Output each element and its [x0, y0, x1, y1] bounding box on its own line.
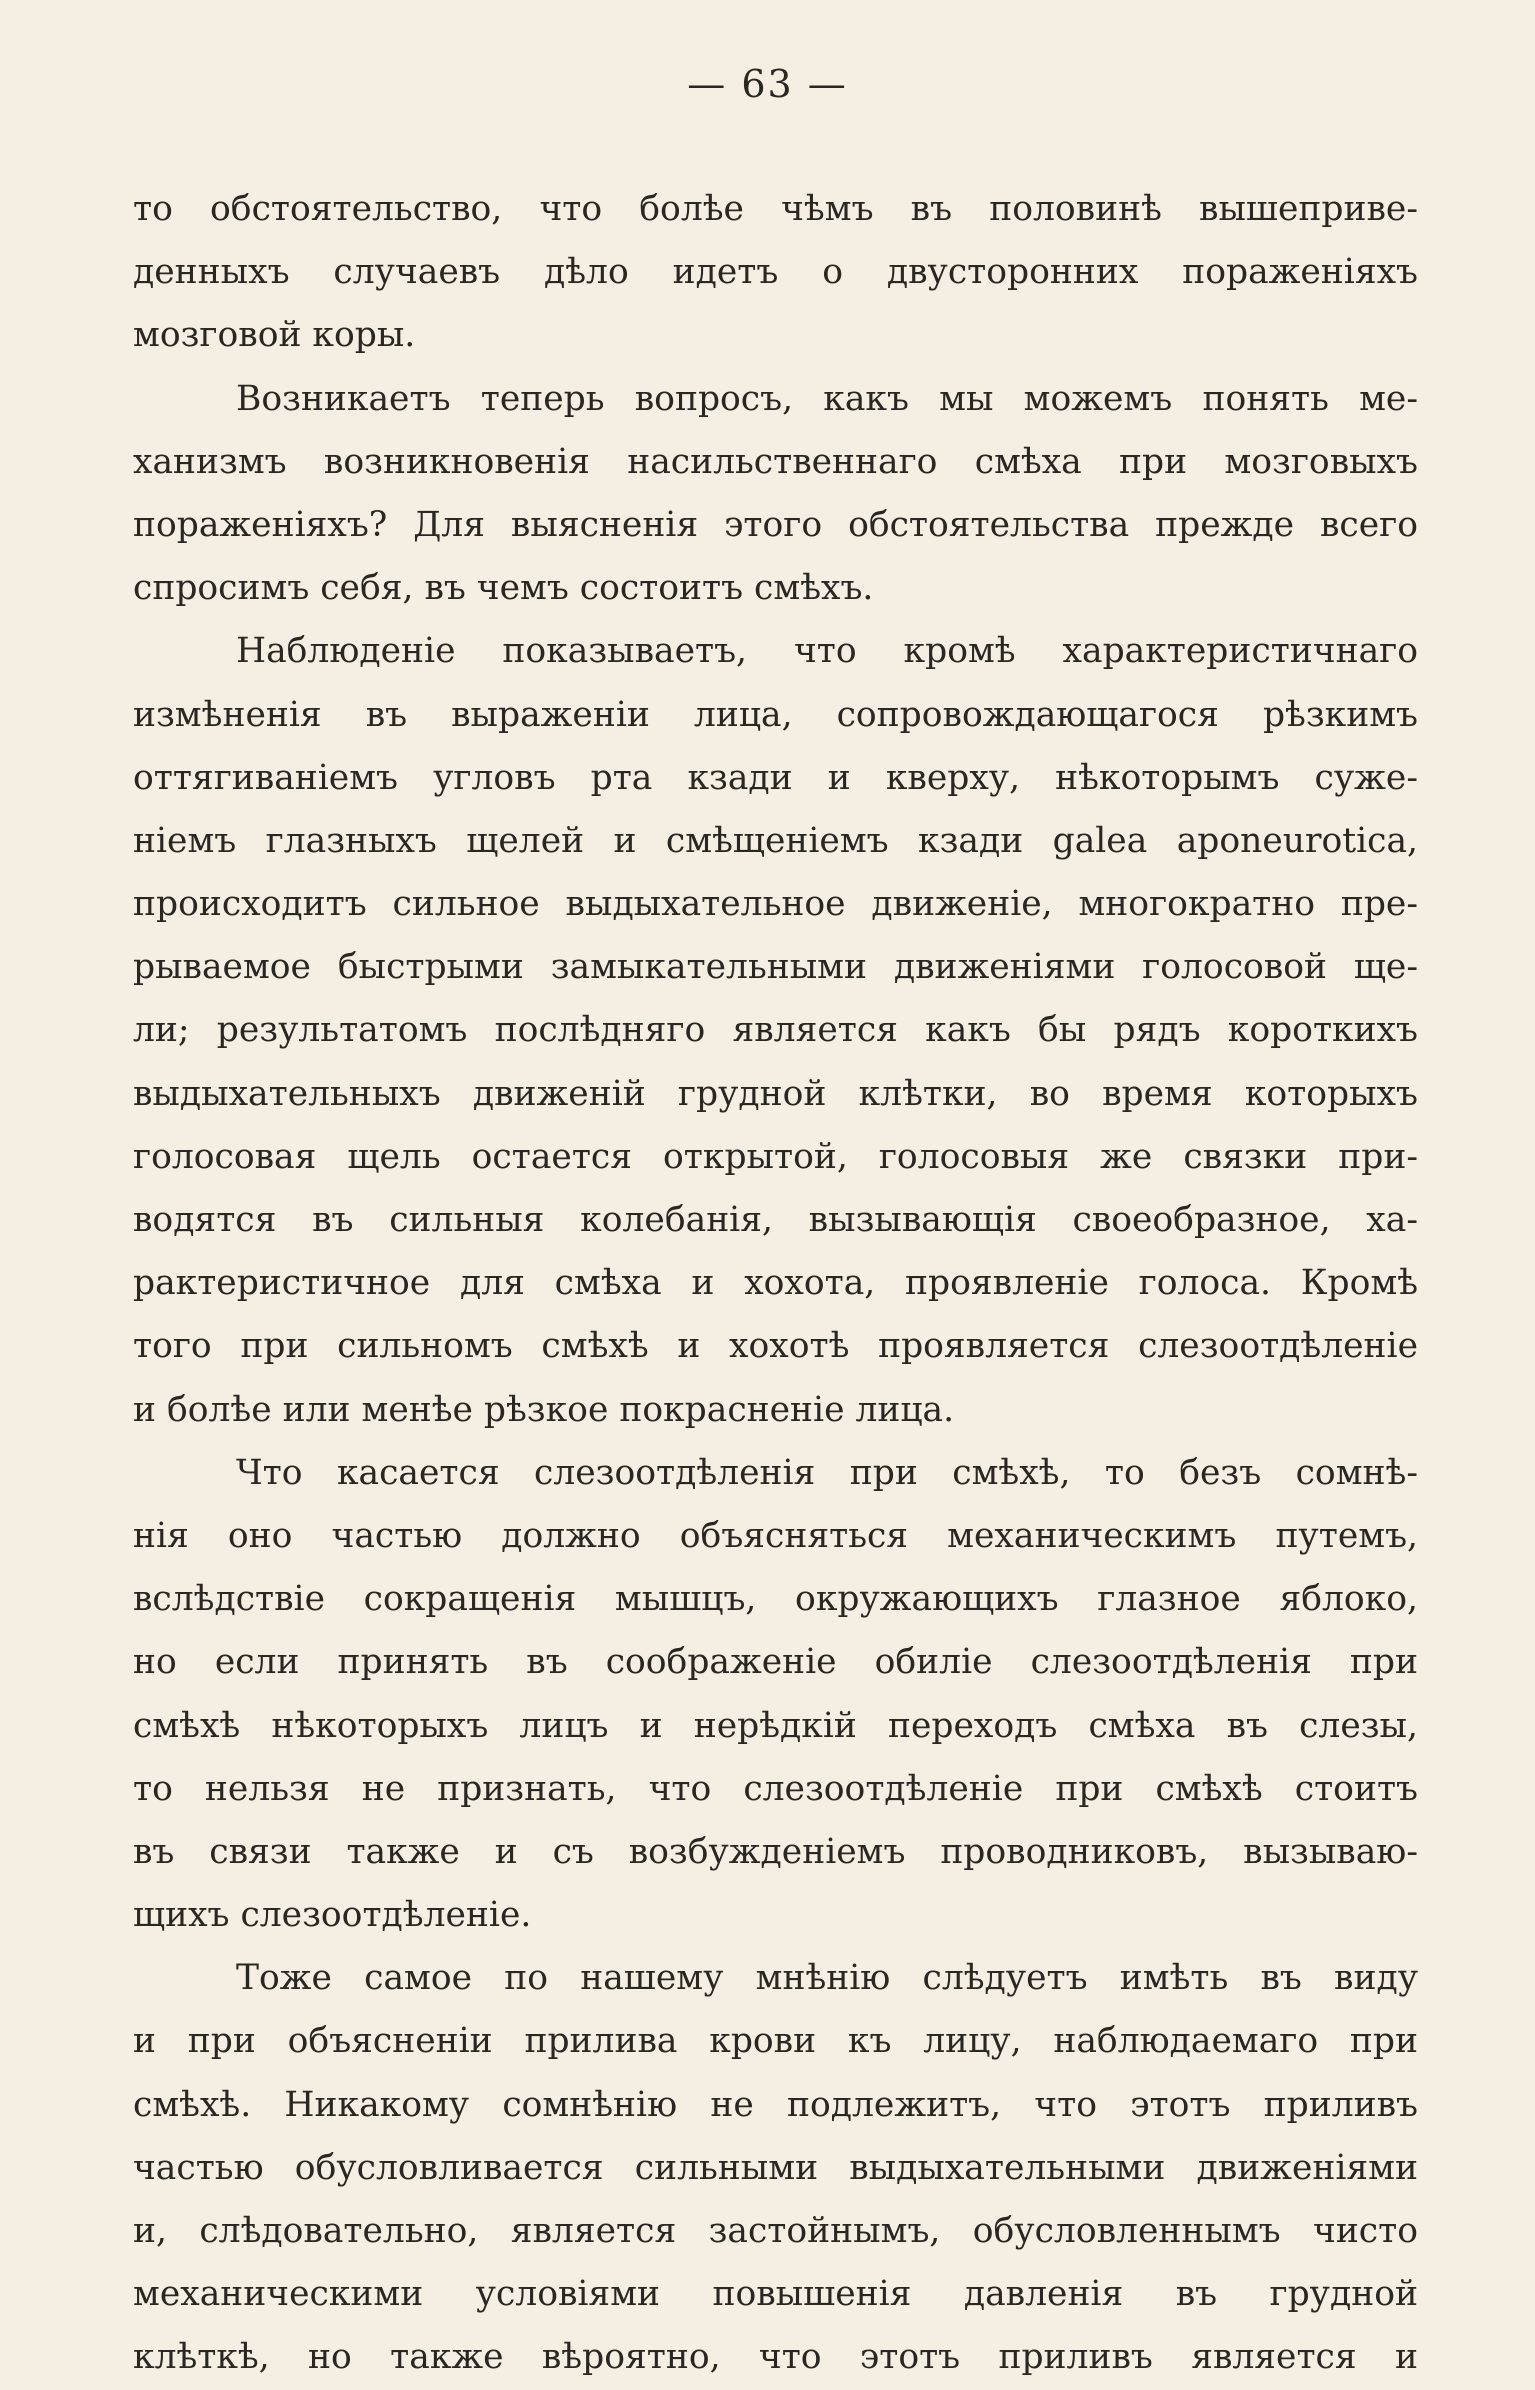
text-line: Что касается слезоотдѣленія при смѣхѣ, то безъ сомнѣ-: [236, 1452, 1418, 1493]
body-text: [133, 178, 1418, 2390]
text-line: ніемъ глазныхъ щелей и смѣщеніемъ кзади galea aponeurotica,: [133, 820, 1418, 861]
page-number: — 63 —: [687, 62, 848, 106]
text-line: того при сильномъ смѣхѣ и хохотѣ проявляется слезоотдѣленіе: [133, 1326, 1418, 1367]
text-line: рактеристичное для смѣха и хохота, проявленіе голоса. Кромѣ: [133, 1263, 1418, 1304]
text-line: то нельзя не признать, что слезоотдѣленіе при смѣхѣ стоитъ: [133, 1768, 1418, 1809]
text-line: спросимъ себя, въ чемъ состоитъ смѣхъ.: [133, 568, 874, 609]
text-line: смѣхѣ нѣкоторыхъ лицъ и нерѣдкій переходъ смѣха въ слезы,: [133, 1705, 1418, 1746]
text-line: голосовая щель остается открытой, голосовыя же связки при-: [133, 1136, 1418, 1177]
text-line: механическими условіями повышенія давленія въ грудной: [133, 2274, 1418, 2315]
text-line: щихъ слезоотдѣленіе.: [133, 1895, 532, 1936]
text-line: происходитъ сильное выдыхательное движеніе, многократно пре-: [133, 884, 1418, 925]
text-line: но если принять въ соображеніе обиліе слезоотдѣленія при: [133, 1642, 1418, 1683]
text-line: и болѣе или менѣе рѣзкое покрасненіе лица.: [133, 1389, 955, 1430]
text-line: вслѣдствіе сокращенія мышцъ, окружающихъ глазное яблоко,: [133, 1579, 1418, 1620]
text-line: оттягиваніемъ угловъ рта кзади и кверху, нѣкоторымъ суже-: [133, 757, 1418, 798]
text-line: Тоже самое по нашему мнѣнію слѣдуетъ имѣть въ виду: [236, 1958, 1418, 1999]
text-line: и, слѣдовательно, является застойнымъ, обусловленнымъ чисто: [133, 2211, 1418, 2251]
text-line: измѣненія въ выраженіи лица, сопровождающагося рѣзкимъ: [133, 694, 1418, 735]
text-line: выдыхательныхъ движеній грудной клѣтки, во время которыхъ: [133, 1073, 1418, 1114]
text-line: частью обусловливается сильными выдыхательными движеніями: [133, 2147, 1418, 2188]
paragraph-2: [133, 368, 1418, 621]
text-line: смѣхѣ. Никакому сомнѣнію не подлежитъ, что этотъ приливъ: [133, 2084, 1418, 2125]
paragraph-4: [133, 1442, 1418, 1948]
text-line: ли; результатомъ послѣдняго является какъ бы рядъ короткихъ: [133, 1010, 1418, 1051]
paragraph-1: [133, 178, 1418, 368]
text-line: пораженіяхъ? Для выясненія этого обстоятельства прежде всего: [133, 504, 1418, 545]
text-line: Наблюденіе показываетъ, что кромѣ характеристичнаго: [236, 631, 1418, 672]
text-line: мозговой коры.: [133, 315, 416, 356]
text-line: Возникаетъ теперь вопросъ, какъ мы можемъ понять ме-: [236, 378, 1418, 419]
paragraph-5: [133, 1947, 1418, 2389]
text-line: денныхъ случаевъ дѣло идетъ о двусторонних пораженіяхъ: [133, 252, 1418, 293]
text-line: въ связи также и съ возбужденіемъ проводниковъ, вызываю-: [133, 1831, 1418, 1872]
text-line: рываемое быстрыми замыкательными движеніями голосовой ще-: [133, 947, 1418, 988]
text-line: и при объясненіи прилива крови къ лицу, наблюдаемаго при: [133, 2021, 1418, 2062]
paragraph-3: [133, 620, 1418, 1441]
text-line: клѣткѣ, но также вѣроятно, что этотъ приливъ является и: [133, 2337, 1418, 2378]
text-line: нія оно частью должно объясняться механическимъ путемъ,: [133, 1515, 1418, 1556]
text-line: то обстоятельство, что болѣе чѣмъ въ половинѣ вышеприве-: [133, 189, 1418, 229]
text-line: ханизмъ возникновенія насильственнаго смѣха при мозговыхъ: [133, 441, 1418, 482]
text-line: водятся въ сильныя колебанія, вызывающія своеобразное, ха-: [133, 1200, 1418, 1240]
